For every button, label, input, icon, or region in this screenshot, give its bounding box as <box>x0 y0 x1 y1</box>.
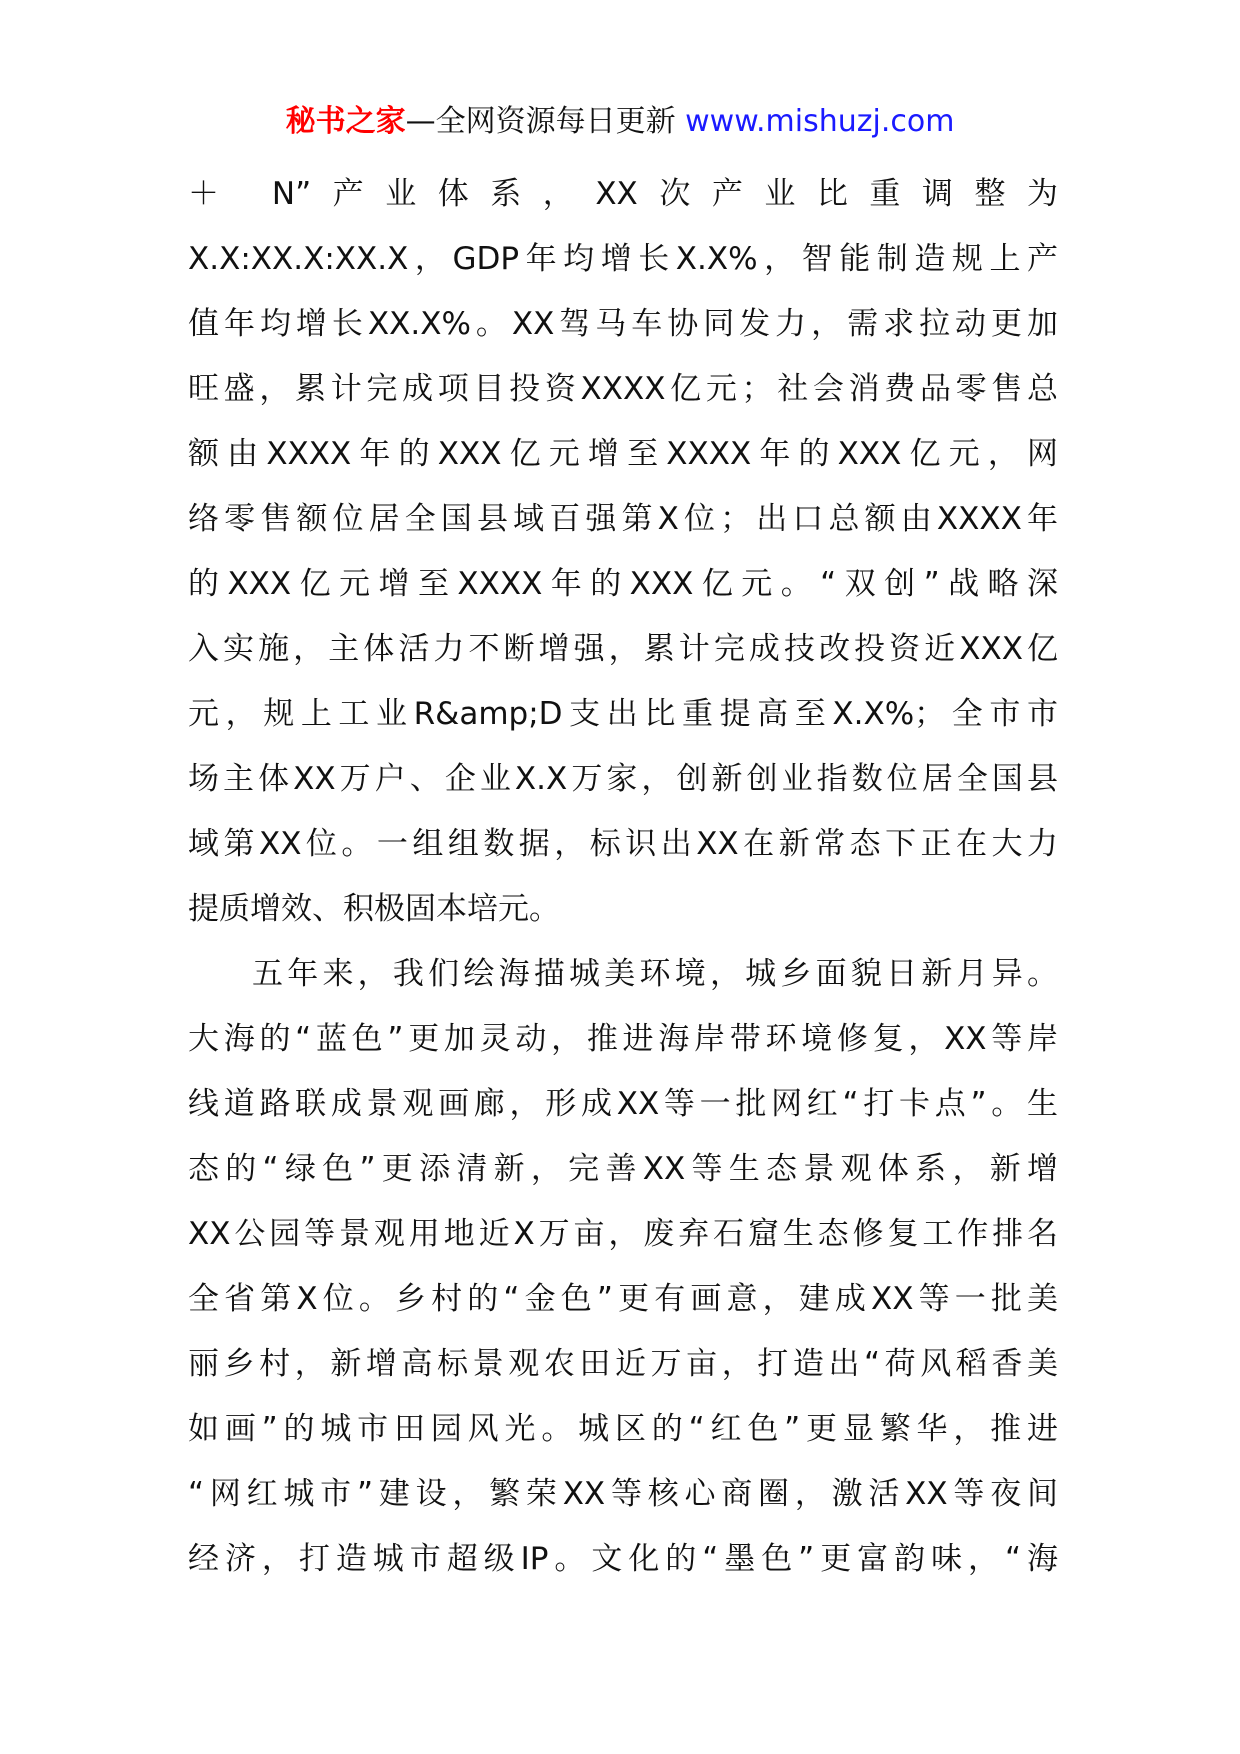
header-url-link[interactable]: www.mishuzj.com <box>685 104 955 139</box>
page-header <box>0 100 1240 144</box>
paragraph-line: “网红城市”建设，繁荣XX等核心商圈，激活XX等夜间 <box>188 1476 1058 1512</box>
paragraph-line: X.X:XX.X:XX.X，GDP年均增长X.X%，智能制造规上产 <box>188 241 1058 277</box>
paragraph-line: 额由XXXX年的XXX亿元增至XXXX年的XXX亿元，网 <box>188 436 1058 472</box>
paragraph-line: 值年均增长XX.X%。XX驾马车协同发力，需求拉动更加 <box>188 306 1058 342</box>
paragraph-line: 全省第X位。乡村的“金色”更有画意，建成XX等一批美 <box>188 1281 1058 1317</box>
paragraph-line: 大海的“蓝色”更加灵动，推进海岸带环境修复，XX等岸 <box>188 1021 1058 1057</box>
paragraph-line: 场主体XX万户、企业X.X万家，创新创业指数位居全国县 <box>188 761 1058 797</box>
paragraph-line: 经济，打造城市超级IP。文化的“墨色”更富韵味，“海 <box>188 1541 1058 1577</box>
paragraph-line: 提质增效、积极固本培元。 <box>188 891 560 927</box>
document-body <box>188 162 1058 1592</box>
header-brand: 秘书之家 <box>285 104 406 139</box>
paragraph-line: 丽乡村，新增高标景观农田近万亩，打造出“荷风稻香美 <box>188 1346 1058 1382</box>
paragraph-line: 旺盛，累计完成项目投资XXXX亿元；社会消费品零售总 <box>188 371 1058 407</box>
paragraph-2 <box>188 942 1058 1592</box>
paragraph-line: XX公园等景观用地近X万亩，废弃石窟生态修复工作排名 <box>188 1216 1058 1252</box>
paragraph-line: 如画”的城市田园风光。城区的“红色”更显繁华，推进 <box>188 1411 1058 1447</box>
paragraph-line: 入实施，主体活力不断增强，累计完成技改投资近XXX亿 <box>188 631 1058 667</box>
paragraph-line: 元，规上工业R&amp;D支出比重提高至X.X%；全市市 <box>188 696 1058 732</box>
paragraph-line: ＋ N”产业体系，XX次产业比重调整为 <box>188 176 1058 212</box>
paragraph-line: 域第XX位。一组组数据，标识出XX在新常态下正在大力 <box>188 826 1058 862</box>
paragraph-line: 的XXX亿元增至XXXX年的XXX亿元。“双创”战略深 <box>188 566 1058 602</box>
paragraph-1 <box>188 162 1058 942</box>
paragraph-line: 络零售额位居全国县域百强第X位；出口总额由XXXX年 <box>188 501 1058 537</box>
paragraph-line: 五年来，我们绘海描城美环境，城乡面貌日新月异。 <box>252 956 1058 992</box>
paragraph-line: 态的“绿色”更添清新，完善XX等生态景观体系，新增 <box>188 1151 1058 1187</box>
header-tagline: —全网资源每日更新 <box>405 104 676 139</box>
paragraph-line: 线道路联成景观画廊，形成XX等一批网红“打卡点”。生 <box>188 1086 1058 1122</box>
